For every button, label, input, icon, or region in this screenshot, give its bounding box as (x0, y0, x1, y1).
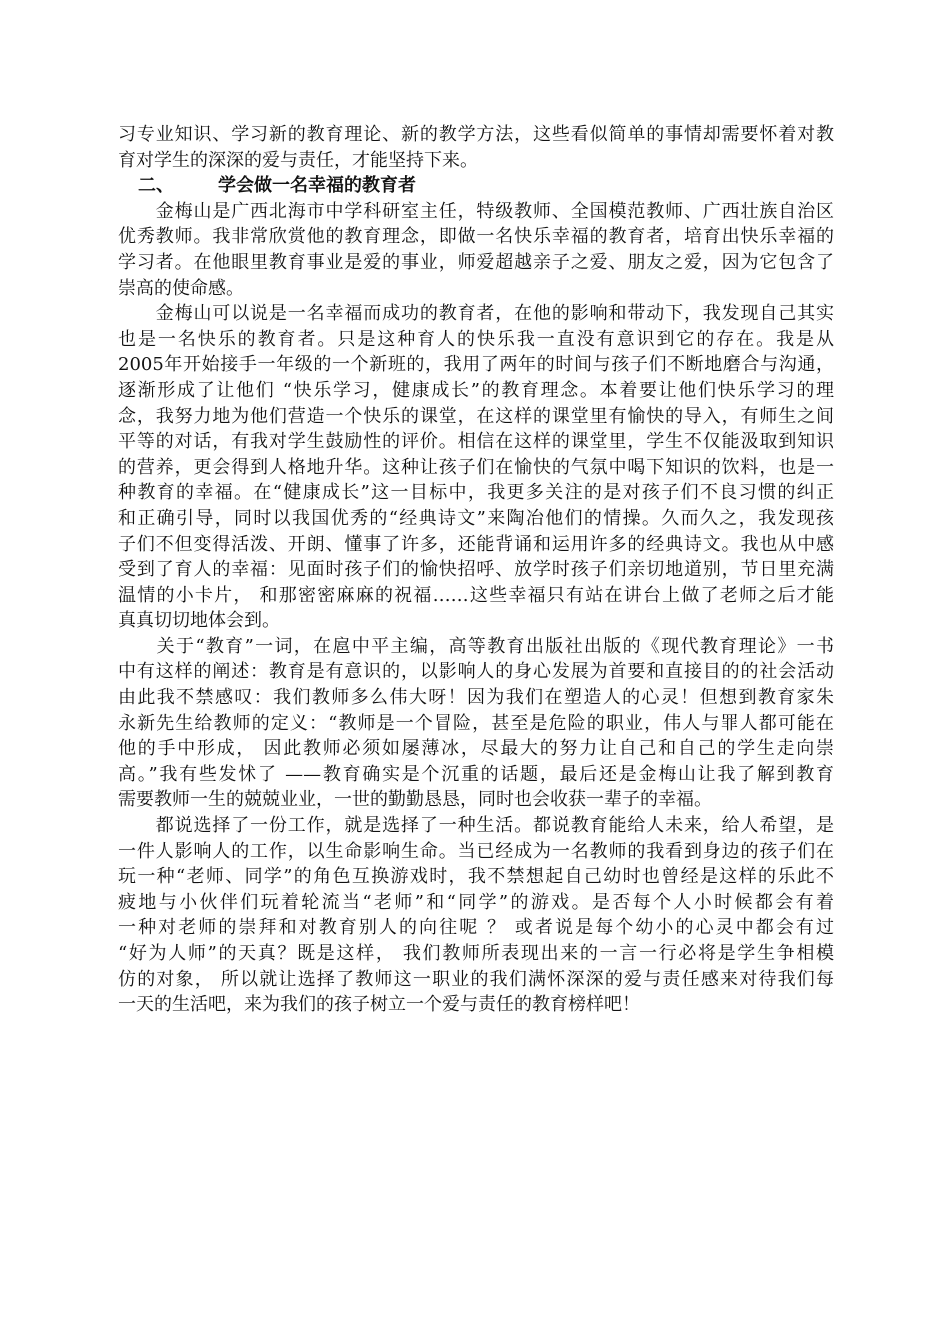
text-line: 真真切切地体会到。 (118, 610, 280, 632)
text-line: 玩一种“老师、同学”的角色互换游戏时，我不禁想起自己幼时也曾经是这样的乐此不 (118, 866, 834, 888)
text-line: 种教育的幸福。在“健康成长”这一目标中，我更多关注的是对孩子们不良习惯的纠正 (118, 482, 834, 504)
text-line: 金梅山可以说是一名幸福而成功的教育者，在他的影响和带动下，我发现自己其实 (118, 303, 834, 325)
text-line: 他的手中形成， 因此教师必须如屡薄冰，尽最大的努力让自己和自己的学生走向崇 (118, 738, 834, 760)
text-line: 一件人影响人的工作，以生命影响生命。当已经成为一名教师的我看到身边的孩子们在 (118, 840, 834, 862)
text-line: 需要教师一生的兢兢业业，一世的勤勤恳恳，同时也会收获一辈子的幸福。 (118, 789, 712, 811)
paragraph-3 (118, 634, 834, 813)
text-line: 习专业知识、学习新的教育理论、新的教学方法，这些看似简单的事情却需要怀着对教 (118, 124, 834, 145)
text-line: 的营养，更会得到人格地升华。这种让孩子们在愉快的气氛中喝下知识的饮料，也是一 (118, 456, 834, 478)
text-line: 高。”我有些发怵了 ——教育确实是个沉重的话题，最后还是金梅山让我了解到教育 (118, 763, 834, 785)
text-line: 一种对老师的崇拜和对教育别人的向往呢 ？ 或者说是每个幼小的心灵中都会有过 (118, 917, 834, 939)
paragraph-1 (118, 199, 834, 301)
text-line: 金梅山是广西北海市中学科研室主任，特级教师、全国模范教师、广西壮族自治区 (118, 200, 834, 222)
text-line: 一天的生活吧，来为我们的孩子树立一个爱与责任的教育榜样吧！ (118, 994, 640, 1016)
text-line: 由此我不禁感叹：我们教师多么伟大呀！因为我们在塑造人的心灵！但想到教育家朱 (118, 687, 834, 709)
section-number: 二、 (138, 175, 174, 197)
document-body (118, 122, 834, 1018)
text-line: 受到了育人的幸福：见面时孩子们的愉快招呼、放学时孩子们亲切地道别，节日里充满 (118, 559, 834, 581)
text-line: 温情的小卡片， 和那密密麻麻的祝福……这些幸福只有站在讲台上做了老师之后才能 (118, 584, 834, 606)
text-line: 逐渐形成了让他们 “快乐学习，健康成长”的教育理念。本着要让他们快乐学习的理 (118, 379, 834, 401)
text-line: 育对学生的深深的爱与责任，才能坚持下来。 (118, 149, 478, 171)
text-line: 崇高的使命感。 (118, 277, 244, 299)
text-line: 学习者。在他眼里教育事业是爱的事业，师爱超越亲子之爱、朋友之爱，因为它包含了 (118, 251, 834, 273)
text-line: 关于“教育”一词，在扈中平主编，高等教育出版社出版的《现代教育理论》一书 (118, 635, 834, 657)
text-line: 疲地与小伙伴们玩着轮流当“老师”和“同学”的游戏。是否每个人小时候都会有着 (118, 891, 834, 913)
text-line: 优秀教师。我非常欣赏他的教育理念，即做一名快乐幸福的教育者，培育出快乐幸福的 (118, 226, 834, 248)
text-line: 和正确引导，同时以我国优秀的“经典诗文”来陶冶他们的情操。久而久之，我发现孩 (118, 507, 834, 529)
text-line: 也是一名快乐的教育者。只是这种育人的快乐我一直没有意识到它的存在。我是从 (118, 328, 834, 350)
text-line: 子们不但变得活泼、开朗、懂事了许多，还能背诵和运用许多的经典诗文。我也从中感 (118, 533, 834, 555)
section-heading (118, 173, 834, 199)
paragraph-4 (118, 813, 834, 1018)
text-line: 中有这样的阐述：教育是有意识的，以影响人的身心发展为首要和直接目的的社会活动 (118, 661, 834, 683)
text-line: 平等的对话，有我对学生鼓励性的评价。相信在这样的课堂里，学生不仅能汲取到知识 (118, 431, 834, 453)
section-title: 学会做一名幸福的教育者 (218, 175, 416, 197)
text-line: 都说选择了一份工作，就是选择了一种生活。都说教育能给人未来，给人希望，是 (118, 815, 834, 837)
text-line: 永新先生给教师的定义：“教师是一个冒险，甚至是危险的职业，伟人与罪人都可能在 (118, 712, 834, 734)
text-line: 念，我努力地为他们营造一个快乐的课堂，在这样的课堂里有愉快的导入，有师生之间 (118, 405, 834, 427)
text-line: 仿的对象， 所以就让选择了教师这一职业的我们满怀深深的爱与责任感来对待我们每 (118, 968, 834, 990)
text-line: “好为人师”的天真？既是这样， 我们教师所表现出来的一言一行必将是学生争相模 (118, 943, 834, 964)
text-line: 2005年开始接手一年级的一个新班的，我用了两年的时间与孩子们不断地磨合与沟通， (118, 354, 834, 376)
paragraph-2 (118, 301, 834, 634)
